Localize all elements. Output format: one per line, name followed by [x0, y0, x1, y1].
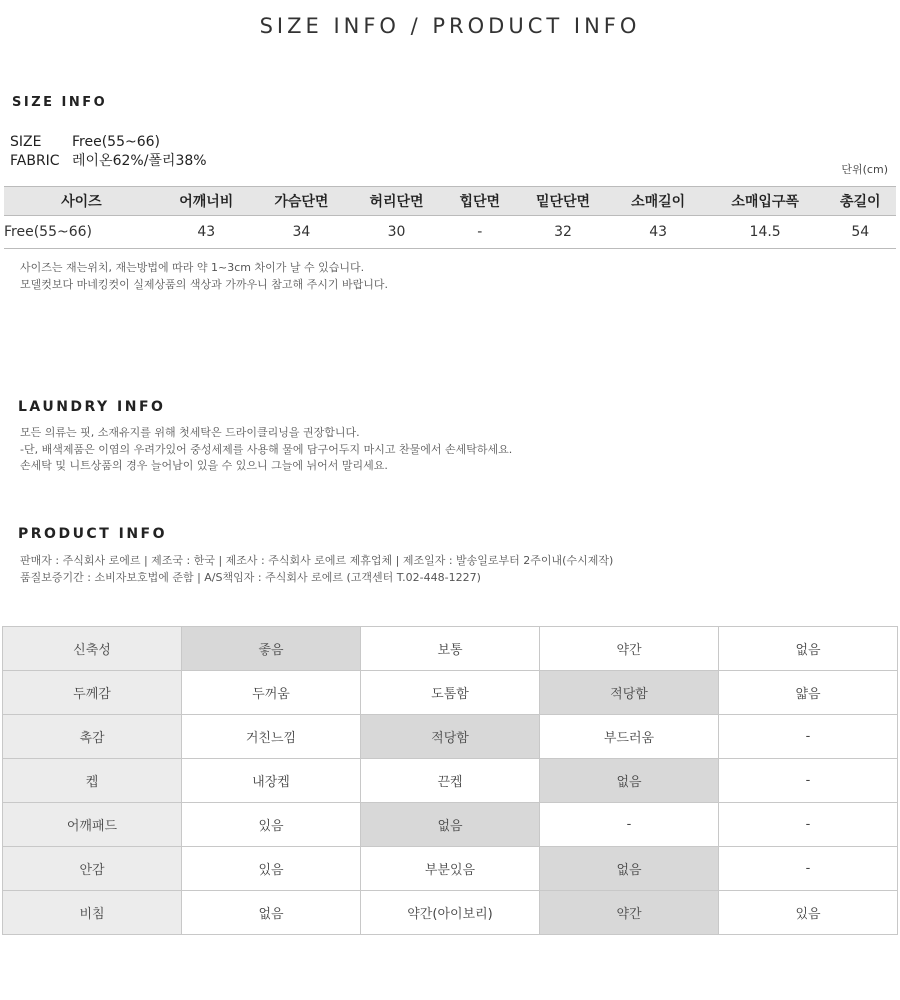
feel-option: - — [719, 759, 898, 803]
size-table-header: 사이즈 — [4, 187, 159, 216]
feel-row — [3, 847, 898, 891]
feel-option: 있음 — [182, 803, 361, 847]
feel-row-label: 어깨패드 — [3, 803, 182, 847]
size-table-cell: 14.5 — [706, 216, 825, 249]
size-table-header: 소매길이 — [611, 187, 706, 216]
feel-row-label: 촉감 — [3, 715, 182, 759]
feel-option: - — [719, 803, 898, 847]
feel-row-label: 켑 — [3, 759, 182, 803]
feel-option: 없음 — [540, 847, 719, 891]
product-info-heading: PRODUCT INFO — [18, 526, 168, 542]
size-table-cell: Free(55~66) — [4, 216, 159, 249]
feel-row — [3, 627, 898, 671]
size-table — [4, 186, 896, 249]
unit-label: 단위(cm) — [841, 163, 888, 176]
feel-option: 얇음 — [719, 671, 898, 715]
product-notes — [20, 553, 613, 586]
feel-option: 부드러움 — [540, 715, 719, 759]
feel-row — [3, 803, 898, 847]
feel-option: 없음 — [540, 759, 719, 803]
page-title: SIZE INFO / PRODUCT INFO — [259, 14, 641, 38]
size-table-row — [4, 216, 896, 249]
size-spec-label: SIZE — [10, 134, 42, 150]
laundry-info-heading: LAUNDRY INFO — [18, 399, 166, 415]
feel-option: 내장켑 — [182, 759, 361, 803]
feel-option: 약간 — [540, 891, 719, 935]
laundry-note: 손세탁 및 니트상품의 경우 늘어남이 있을 수 있으니 그늘에 뉘어서 말리세요. — [20, 459, 388, 472]
feel-row-label: 안감 — [3, 847, 182, 891]
feel-option: 약간 — [540, 627, 719, 671]
size-table-cell: 54 — [825, 216, 896, 249]
feel-option: - — [540, 803, 719, 847]
feel-option: 약간(아이보리) — [361, 891, 540, 935]
feel-option: 있음 — [182, 847, 361, 891]
size-table-header: 허리단면 — [349, 187, 444, 216]
feel-row-label: 신축성 — [3, 627, 182, 671]
feel-row-label: 비침 — [3, 891, 182, 935]
fabric-spec-label: FABRIC — [10, 153, 60, 169]
size-table-header: 가슴단면 — [254, 187, 349, 216]
size-table-cell: 34 — [254, 216, 349, 249]
size-table-cell: - — [444, 216, 515, 249]
size-table-header: 총길이 — [825, 187, 896, 216]
size-note: 모델컷보다 마네킹컷이 실제상품의 색상과 가까우니 참고해 주시기 바랍니다. — [20, 277, 389, 291]
size-table-header: 소매입구폭 — [706, 187, 825, 216]
feel-option: - — [719, 847, 898, 891]
size-table-header: 어깨너비 — [159, 187, 254, 216]
feel-row — [3, 715, 898, 759]
feel-row — [3, 671, 898, 715]
feel-option: 없음 — [182, 891, 361, 935]
feel-row-label: 두께감 — [3, 671, 182, 715]
laundry-note: -단, 배색제품은 이염의 우려가있어 중성세제를 사용해 물에 담구어두지 마시고 찬물에서 손세탁하세요. — [20, 442, 513, 456]
laundry-notes — [20, 425, 512, 475]
size-table-cell: 32 — [515, 216, 610, 249]
size-spec-value: Free(55~66) — [72, 134, 160, 150]
size-info-heading: SIZE INFO — [12, 95, 108, 110]
size-notes — [20, 260, 388, 293]
size-table-header: 힙단면 — [444, 187, 515, 216]
feel-option: 없음 — [361, 803, 540, 847]
size-table-cell: 30 — [349, 216, 444, 249]
feel-option: 있음 — [719, 891, 898, 935]
size-note: 사이즈는 재는위치, 재는방법에 따라 약 1~3cm 차이가 날 수 있습니다. — [20, 261, 365, 274]
feel-option: 부분있음 — [361, 847, 540, 891]
feel-row — [3, 891, 898, 935]
size-spec — [10, 134, 160, 150]
size-table-header: 밑단단면 — [515, 187, 610, 216]
feel-option: - — [719, 715, 898, 759]
fabric-spec-value: 레이온62%/폴리38% — [72, 153, 207, 169]
product-note: 품질보증기간 : 소비자보호법에 준함 | A/S책임자 : 주식회사 로에르 (고객센터 T.02-448-1227) — [20, 570, 481, 584]
feel-option: 끈켑 — [361, 759, 540, 803]
feel-option: 거친느낌 — [182, 715, 361, 759]
size-table-header-row — [4, 187, 896, 216]
feel-option: 적당함 — [540, 671, 719, 715]
size-table-cell: 43 — [611, 216, 706, 249]
feel-option: 적당함 — [361, 715, 540, 759]
feel-option: 두꺼움 — [182, 671, 361, 715]
laundry-note: 모든 의류는 핏, 소재유지를 위해 첫세탁은 드라이클리닝을 권장합니다. — [20, 426, 360, 439]
feel-option: 없음 — [719, 627, 898, 671]
fabric-feel-table — [2, 626, 898, 935]
feel-option: 좋음 — [182, 627, 361, 671]
fabric-spec — [10, 150, 207, 170]
size-table-cell: 43 — [159, 216, 254, 249]
feel-option: 보통 — [361, 627, 540, 671]
product-note: 판매자 : 주식회사 로에르 | 제조국 : 한국 | 제조사 : 주식회사 로에르 제휴업체 | 제조일자 : 발송일로부터 2주이내(수시제작) — [20, 554, 614, 567]
feel-option: 도톰함 — [361, 671, 540, 715]
feel-row — [3, 759, 898, 803]
